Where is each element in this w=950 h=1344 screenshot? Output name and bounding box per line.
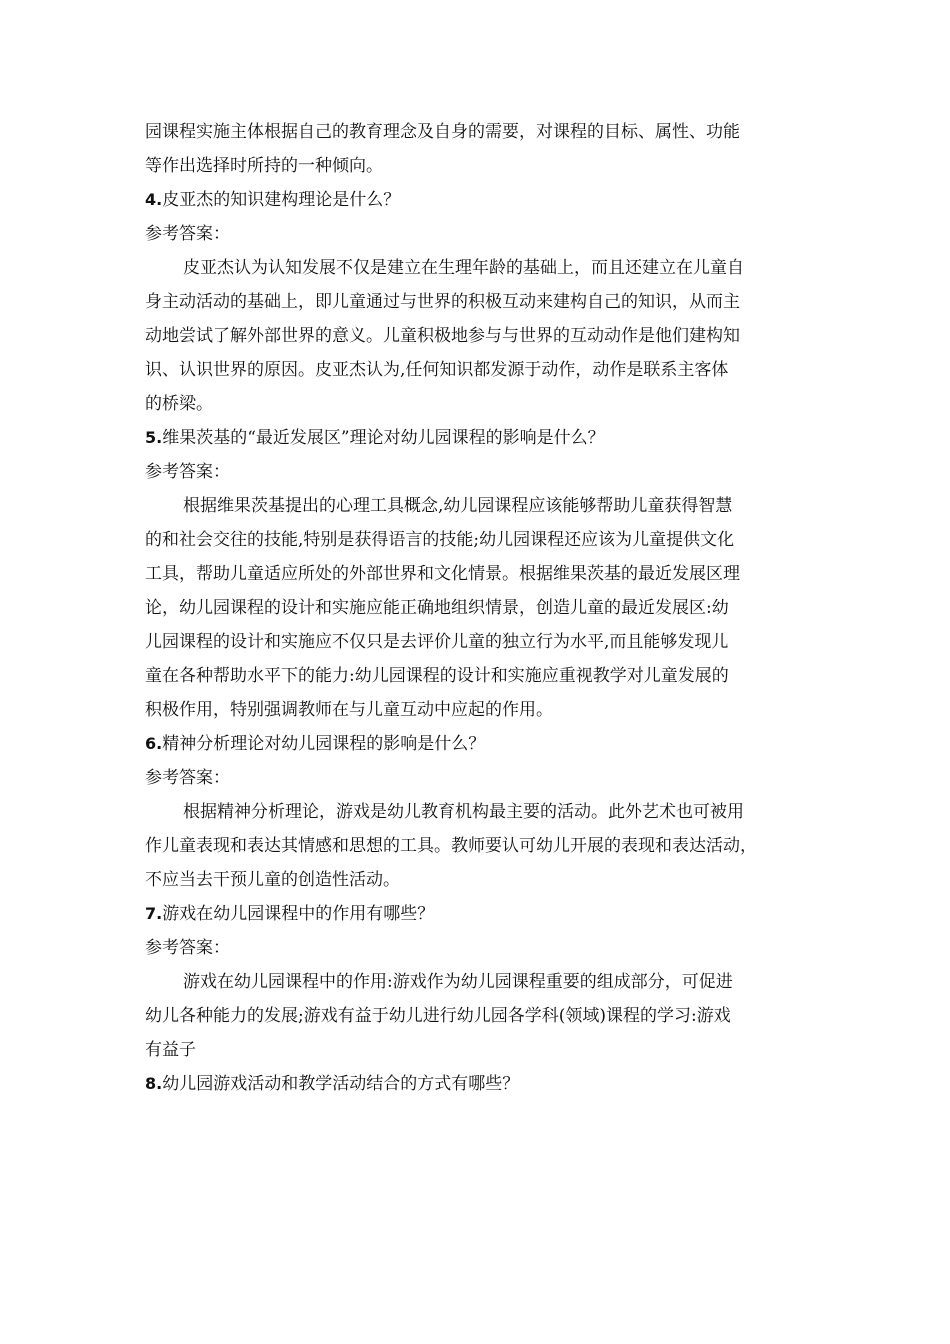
question-7-heading	[145, 897, 813, 931]
answer-line: 不应当去干预儿童的创造性活动。	[145, 870, 400, 890]
answer-line: 根据精神分析理论，游戏是幼儿教育机构最主要的活动。此外艺术也可被用	[183, 802, 744, 822]
answer-line: 识、认识世界的原因。皮亚杰认为,任何知识都发源于动作，动作是联系主客体	[145, 360, 729, 380]
answer-label: 参考答案：	[145, 938, 230, 958]
answer-line: 工具，帮助儿童适应所处的外部世界和文化情景。根据维果茨基的最近发展区理	[145, 564, 740, 584]
answer-line: 游戏在幼儿园课程中的作用:游戏作为幼儿园课程重要的组成部分，可促进	[183, 972, 733, 992]
answer-label: 参考答案：	[145, 768, 230, 788]
answer-line: 幼儿各种能力的发展;游戏有益于幼儿进行幼儿园各学科(领域)课程的学习:游戏	[145, 1006, 731, 1026]
question-number: 4.	[145, 190, 163, 209]
answer-line: 论，幼儿园课程的设计和实施应能正确地组织情景，创造儿童的最近发展区:幼	[145, 598, 729, 618]
question-5-heading	[145, 421, 813, 455]
answer-line: 的和社会交往的技能,特别是获得语言的技能;幼儿园课程还应该为儿童提供文化	[145, 530, 735, 550]
document-body	[145, 115, 813, 1101]
question-6-heading	[145, 727, 813, 761]
answer-line: 积极作用，特别强调教师在与儿童互动中应起的作用。	[145, 700, 553, 720]
answer-line: 儿园课程的设计和实施应不仅只是去评价儿童的独立行为水平,而且能够发现儿	[145, 632, 729, 652]
question-title: 精神分析理论对幼儿园课程的影响是什么？	[162, 734, 486, 754]
answer-line: 根据维果茨基提出的心理工具概念,幼儿园课程应该能够帮助儿童获得智慧	[183, 496, 733, 516]
question-number: 8.	[145, 1074, 163, 1093]
question-title: 幼儿园游戏活动和教学活动结合的方式有哪些？	[162, 1074, 520, 1094]
question-number: 7.	[145, 904, 163, 923]
question-title: 维果茨基的“最近发展区”理论对幼儿园课程的影响是什么？	[162, 428, 605, 448]
answer-line: 动地尝试了解外部世界的意义。儿童积极地参与与世界的互动动作是他们建构知	[145, 326, 740, 346]
answer-line: 身主动活动的基础上，即儿童通过与世界的积极互动来建构自己的知识，从而主	[145, 292, 740, 312]
question-8-heading	[145, 1067, 813, 1101]
question-number: 5.	[145, 428, 163, 447]
question-number: 6.	[145, 734, 163, 753]
question-title: 皮亚杰的知识建构理论是什么？	[162, 190, 401, 210]
answer-line: 皮亚杰认为认知发展不仅是建立在生理年龄的基础上，而且还建立在儿童自	[183, 258, 744, 278]
answer-line: 的桥梁。	[145, 394, 213, 414]
answer-label: 参考答案：	[145, 224, 230, 244]
question-title: 游戏在幼儿园课程中的作用有哪些？	[162, 904, 435, 924]
answer-line: 童在各种帮助水平下的能力:幼儿园课程的设计和实施应重视教学对儿童发展的	[145, 666, 729, 686]
answer-line: 作儿童表现和表达其情感和思想的工具。教师要认可幼儿开展的表现和表达活动，	[145, 836, 757, 856]
continuation-line-2: 等作出选择时所持的一种倾向。	[145, 156, 383, 176]
answer-line: 有益子	[145, 1040, 196, 1060]
question-4-heading	[145, 183, 813, 217]
answer-label: 参考答案：	[145, 462, 230, 482]
continuation-line-1: 园课程实施主体根据自己的教育理念及自身的需要，对课程的目标、属性、功能	[145, 122, 740, 142]
